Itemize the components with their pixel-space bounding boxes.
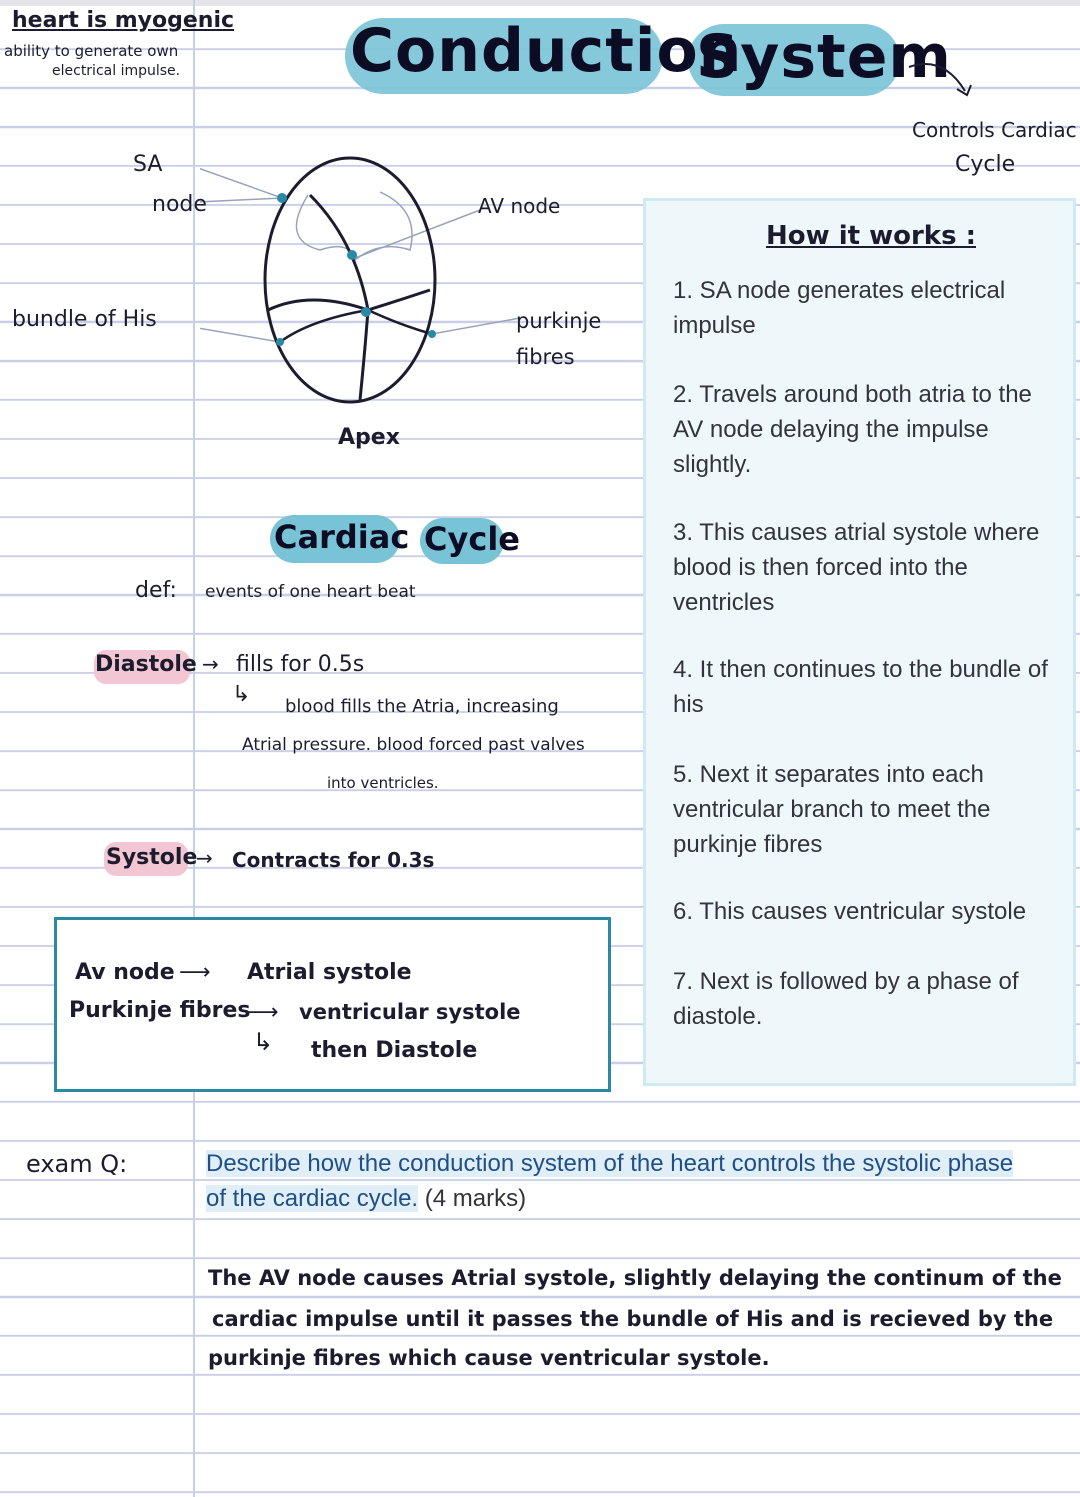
summary-av-node: Av node [75, 960, 175, 985]
systole-text: Contracts for 0.3s [232, 848, 435, 872]
diastole-arrow-icon: → [202, 652, 219, 676]
diastole-return-arrow-icon: ↳ [232, 682, 251, 707]
heading-cycle: Cycle [424, 520, 520, 558]
answer-line2: cardiac impulse until it passes the bundle of His and is recieved by the [212, 1307, 1054, 1331]
label-sa: SA [133, 152, 163, 177]
margin-line [193, 0, 195, 1497]
summary-return-arrow-icon: ↳ [253, 1028, 274, 1056]
exam-question [206, 1146, 1080, 1216]
summary-purkinje: Purkinje fibres [69, 998, 251, 1023]
top-border [0, 0, 1080, 6]
heart-diagram [200, 150, 640, 450]
def-text: events of one heart beat [205, 582, 416, 602]
summary-arrow-2-icon: ⟶ [247, 1000, 279, 1025]
myogenic-def-line1: ability to generate own [4, 42, 179, 60]
label-node: node [152, 192, 207, 217]
diastole-detail3: into ventricles. [327, 774, 439, 792]
step-1: 1. SA node generates electrical impulse [673, 277, 1006, 339]
exam-label: exam Q: [26, 1150, 128, 1178]
label-av-node: AV node [478, 194, 561, 218]
step-5: 5. Next it separates into each ventricular branch to meet the purkinje fibres [673, 761, 991, 858]
step-2: 2. Travels around both atria to the AV node delaying the impulse slightly. [673, 381, 1032, 478]
def-label: def: [135, 578, 177, 603]
summary-arrow-1-icon: ⟶ [179, 960, 211, 985]
myogenic-title: heart is myogenic [12, 8, 235, 33]
answer-line1: The AV node causes Atrial systole, slightly delaying the continum of the [208, 1266, 1062, 1290]
curved-arrow-icon [905, 55, 985, 105]
myogenic-def-line2: electrical impulse. [52, 63, 181, 79]
step-6: 6. This causes ventricular systole [673, 898, 1027, 925]
diastole-detail2: Atrial pressure. blood forced past valves [242, 735, 585, 755]
controls-line1: Controls Cardiac [912, 118, 1077, 142]
label-bundle-of-his: bundle of His [12, 307, 157, 332]
diastole-label: Diastole [95, 652, 197, 677]
step-4: 4. It then continues to the bundle of his [673, 656, 1048, 718]
controls-line2: Cycle [955, 152, 1016, 177]
exam-question-part1: Describe how the conduction system of the heart controls the systolic phase [206, 1150, 1014, 1177]
diastole-text: fills for 0.5s [236, 652, 365, 677]
systole-arrow-icon: → [196, 846, 213, 870]
exam-question-part2: of the cardiac cycle. [206, 1185, 419, 1212]
title-word-conduction: Conduction [350, 16, 743, 86]
label-purkinje: purkinje [516, 309, 602, 333]
step-3: 3. This causes atrial systole where blood is then forced into the ventricles [673, 519, 1040, 616]
heading-cardiac: Cardiac [274, 518, 410, 556]
summary-then-diastole: then Diastole [311, 1038, 478, 1063]
systole-label: Systole [106, 845, 198, 870]
label-fibres: fibres [516, 345, 575, 369]
title-word-system: System [696, 22, 952, 92]
answer-line3: purkinje fibres which cause ventricular systole. [208, 1346, 770, 1370]
how-it-works-panel [643, 198, 1076, 1086]
summary-box [54, 917, 611, 1092]
summary-ventricular-systole: ventricular systole [299, 1000, 521, 1024]
summary-atrial-systole: Atrial systole [247, 960, 412, 985]
label-apex: Apex [338, 425, 400, 450]
step-7: 7. Next is followed by a phase of diastole. [673, 968, 1019, 1030]
how-it-works-title: How it works : [766, 221, 977, 251]
diastole-detail1: blood fills the Atria, increasing [285, 696, 559, 717]
exam-question-marks: (4 marks) [424, 1185, 527, 1212]
